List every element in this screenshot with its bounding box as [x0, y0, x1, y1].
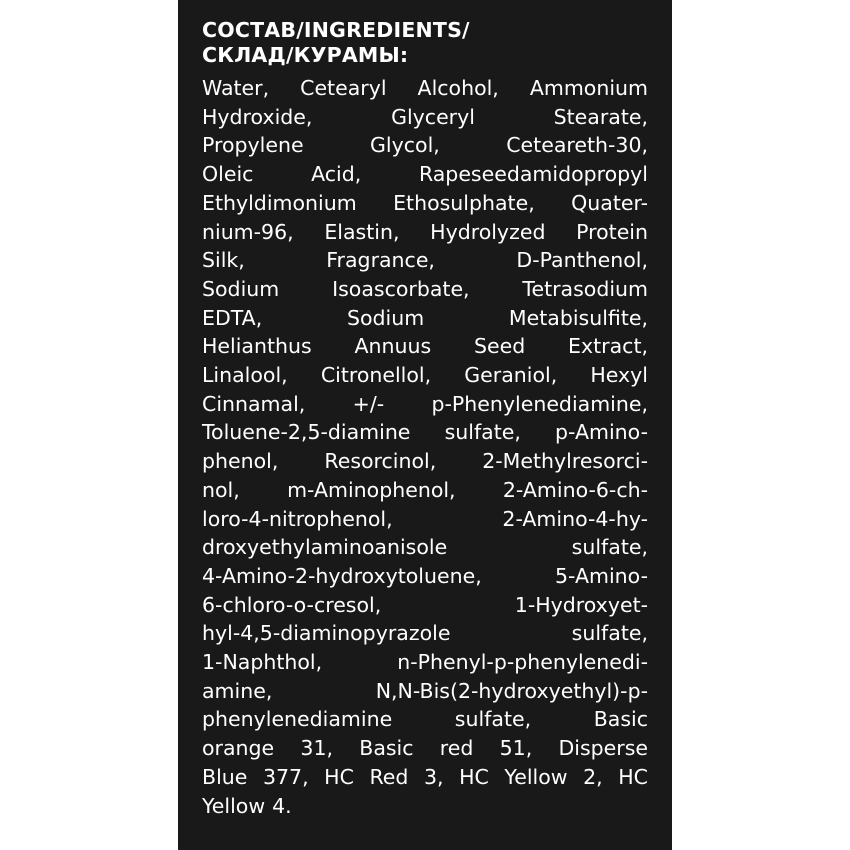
ingredients-line: Propylene Glycol, Ceteareth-30, — [202, 133, 648, 158]
ingredients-line: Ethyldimonium Ethosulphate, Quater- — [202, 190, 648, 215]
ingredients-text — [202, 74, 648, 820]
ingredients-line: Hydroxide, Glyceryl Stearate, — [202, 104, 648, 129]
ingredients-line: 6-chloro-o-cresol, 1-Hydroxyet- — [202, 592, 648, 617]
ingredients-line: nium-96, Elastin, Hydrolyzed Protein — [202, 219, 648, 244]
ingredients-line: hyl-4,5-diaminopyrazole sulfate, — [202, 621, 648, 646]
ingredients-line: 4-Amino-2-hydroxytoluene, 5-Amino- — [202, 563, 648, 588]
ingredients-line: phenylenediamine sulfate, Basic — [202, 707, 648, 732]
ingredients-line: Helianthus Annuus Seed Extract, — [202, 334, 648, 359]
ingredients-line: nol, m-Aminophenol, 2-Amino-6-ch- — [202, 477, 648, 502]
ingredients-panel — [178, 0, 672, 850]
ingredients-line: Toluene-2,5-diamine sulfate, p-Amino- — [202, 420, 648, 445]
ingredients-line: Water, Cetearyl Alcohol, Ammonium — [202, 76, 648, 100]
ingredients-line: loro-4-nitrophenol, 2-Amino-4-hy- — [202, 506, 648, 531]
ingredients-line: Sodium Isoascorbate, Tetrasodium — [202, 276, 648, 301]
heading-line-1: СОСТАВ/INGREDIENTS/ — [202, 18, 470, 42]
ingredients-line: droxyethylaminoanisole sulfate, — [202, 535, 648, 560]
ingredients-line: orange 31, Basic red 51, Disperse — [202, 736, 648, 761]
ingredients-line: Silk, Fragrance, D-Panthenol, — [202, 248, 648, 273]
ingredients-line: Cinnamal, +/- p-Phenylenediamine, — [202, 391, 648, 416]
ingredients-line: EDTA, Sodium Metabisulfite, — [202, 305, 648, 330]
ingredients-line: Oleic Acid, Rapeseedamidopropyl — [202, 162, 648, 187]
heading-line-2: СКЛАД/КУРАМЫ: — [202, 43, 409, 67]
ingredients-line: 1-Naphthol, n-Phenyl-p-phenylenedi- — [202, 650, 648, 675]
ingredients-line: Linalool, Citronellol, Geraniol, Hexyl — [202, 363, 648, 388]
ingredients-line: Blue 377, HC Red 3, HC Yellow 2, HC — [202, 764, 648, 789]
ingredients-line: phenol, Resorcinol, 2-Methylresorci- — [202, 449, 648, 474]
ingredients-heading — [202, 18, 648, 68]
ingredients-line: Yellow 4. — [202, 793, 292, 818]
ingredients-line: amine, N,N-Bis(2-hydroxyethyl)-p- — [202, 678, 648, 703]
